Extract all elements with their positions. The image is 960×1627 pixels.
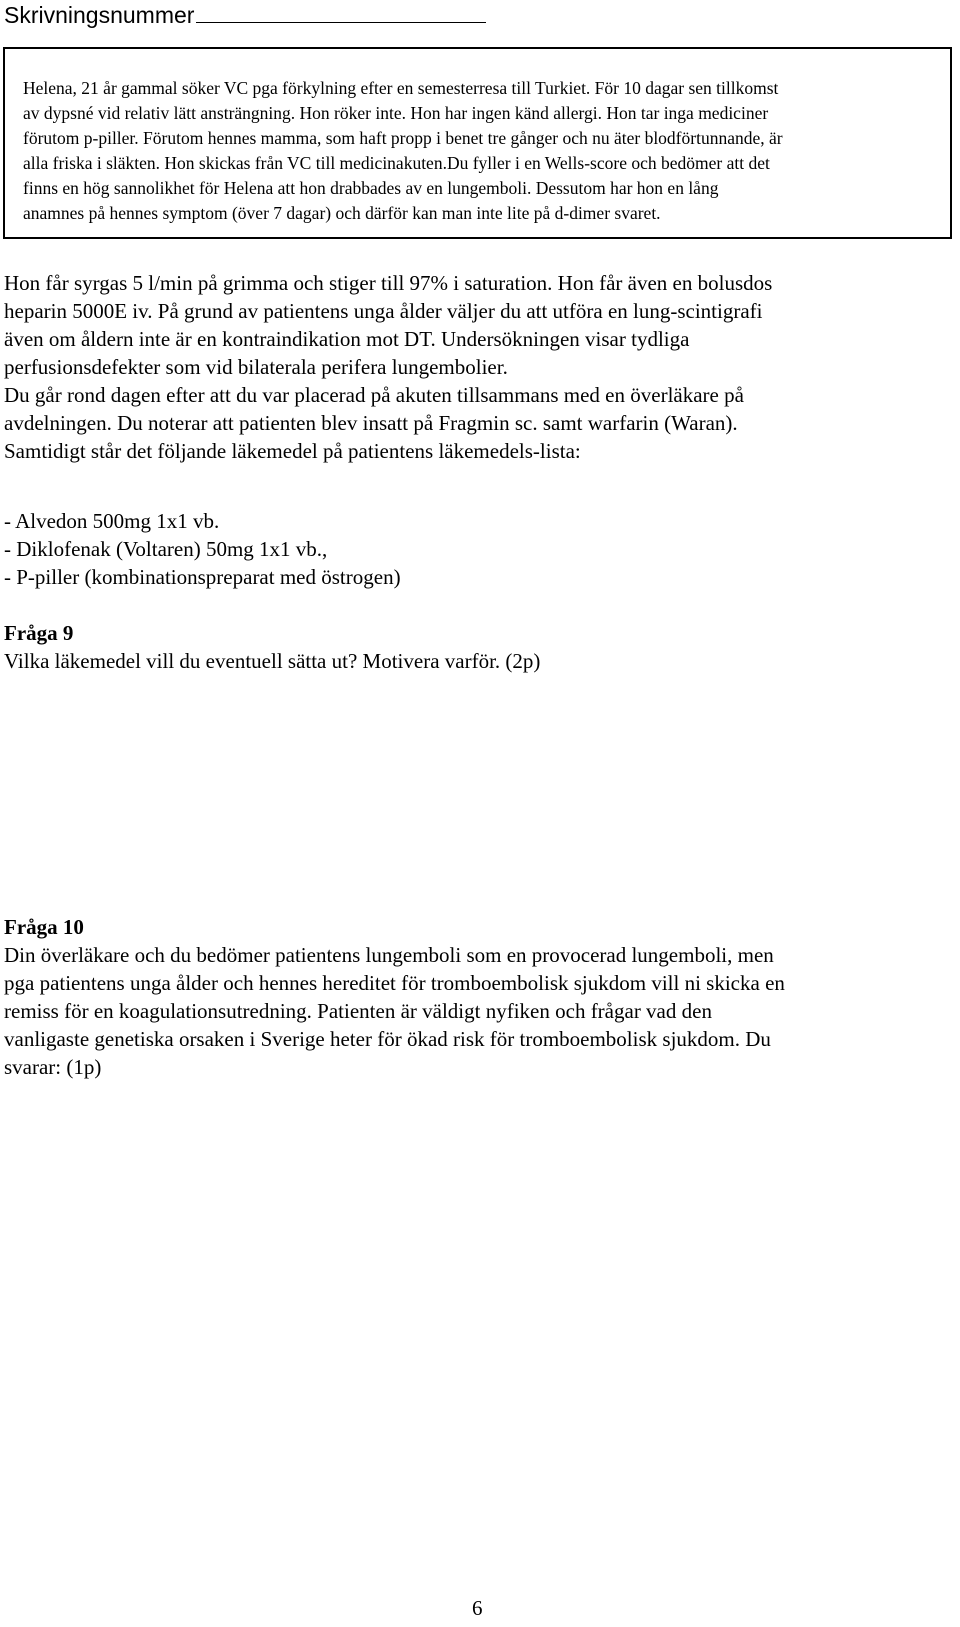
paragraph-line: även om åldern inte är en kontraindikation mot DT. Undersökningen visar tydliga — [4, 327, 690, 351]
case-description-box — [3, 47, 952, 239]
case-line: anamnes på hennes symptom (över 7 dagar) och därför kan man inte lite på d-dimer svaret. — [23, 203, 661, 223]
question-10-line: Din överläkare och du bedömer patientens lungemboli som en provocerad lungemboli, men — [4, 943, 774, 967]
question-10-heading: Fråga 10 — [4, 915, 84, 939]
medication-list-item: - Alvedon 500mg 1x1 vb. — [4, 509, 220, 533]
question-9-text: Vilka läkemedel vill du eventuell sätta ut? Motivera varför. (2p) — [4, 649, 541, 673]
case-line: finns en hög sannolikhet för Helena att hon drabbades av en lungemboli. Dessutom har hon en lång — [23, 178, 719, 198]
paragraph-line: Hon får syrgas 5 l/min på grimma och stiger till 97% i saturation. Hon får även en bolusdos — [4, 271, 773, 295]
medication-list-item: - Diklofenak (Voltaren) 50mg 1x1 vb., — [4, 537, 328, 561]
case-line: alla friska i släkten. Hon skickas från VC till medicinakuten.Du fyller i en Wells-score och bedömer att det — [23, 153, 770, 173]
question-10-line: pga patientens unga ålder och hennes hereditet för tromboembolisk sjukdom vill ni skicka en — [4, 971, 785, 995]
paragraph-line: heparin 5000E iv. På grund av patientens unga ålder väljer du att utföra en lung-scintigrafi — [4, 299, 763, 323]
case-line: förutom p-piller. Förutom hennes mamma, som haft propp i benet tre gånger och nu äter blodförtunnande, är — [23, 128, 783, 148]
paragraph-line: Samtidigt står det följande läkemedel på patientens läkemedels-lista: — [4, 439, 581, 463]
paragraph-line: avdelningen. Du noterar att patienten blev insatt på Fragmin sc. samt warfarin (Waran). — [4, 411, 738, 435]
candidate-number-label: Skrivningsnummer — [4, 2, 195, 28]
case-line: av dypsné vid relativ lätt ansträngning. Hon röker inte. Hon har ingen känd allergi. Hon tar inga mediciner — [23, 103, 769, 123]
medication-list-item: - P-piller (kombinationspreparat med östrogen) — [4, 565, 401, 589]
question-10-line: remiss för en koagulationsutredning. Patienten är väldigt nyfiken och frågar vad den — [4, 999, 712, 1023]
candidate-number-blank-line — [196, 0, 486, 23]
question-10-line: svarar: (1p) — [4, 1055, 102, 1079]
question-9-heading: Fråga 9 — [4, 621, 74, 645]
case-line: Helena, 21 år gammal söker VC pga förkylning efter en semesterresa till Turkiet. För 10 dagar sen tillkomst — [23, 78, 779, 98]
candidate-number-field — [4, 0, 486, 30]
paragraph-line: Du går rond dagen efter att du var placerad på akuten tillsammans med en överläkare på — [4, 383, 744, 407]
paragraph-line: perfusionsdefekter som vid bilaterala perifera lungembolier. — [4, 355, 508, 379]
page-number: 6 — [472, 1596, 483, 1620]
question-10-line: vanligaste genetiska orsaken i Sverige heter för ökad risk för tromboembolisk sjukdom. Du — [4, 1027, 771, 1051]
